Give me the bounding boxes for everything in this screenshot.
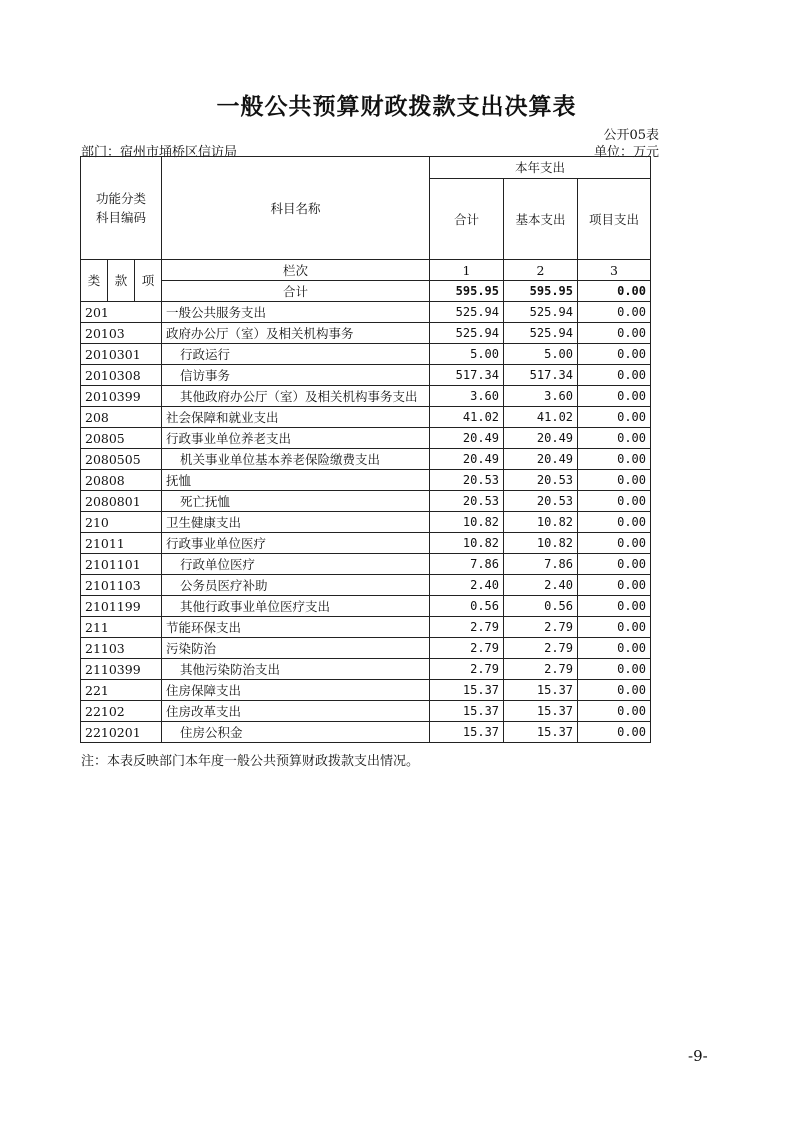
row-name: 机关事业单位基本养老保险缴费支出 [162,449,430,470]
sum-label: 合计 [162,281,430,302]
row-basic: 0.56 [504,596,578,617]
row-code: 201 [81,302,162,323]
row-name: 死亡抚恤 [162,491,430,512]
table-row [81,554,651,575]
header-xiang: 项 [135,260,162,302]
row-total: 20.53 [430,491,504,512]
row-project: 0.00 [578,386,651,407]
row-basic: 15.37 [504,722,578,743]
row-name: 政府办公厅（室）及相关机构事务 [162,323,430,344]
row-basic: 5.00 [504,344,578,365]
row-name: 住房改革支出 [162,701,430,722]
row-project: 0.00 [578,575,651,596]
table-row [81,449,651,470]
header-subject-name: 科目名称 [162,157,430,260]
row-name: 其他行政事业单位医疗支出 [162,596,430,617]
row-name: 其他政府办公厅（室）及相关机构事务支出 [162,386,430,407]
row-basic: 20.49 [504,428,578,449]
header-total: 合计 [430,179,504,260]
row-name: 住房公积金 [162,722,430,743]
expenditure-table [80,156,651,743]
table-row [81,659,651,680]
row-name: 卫生健康支出 [162,512,430,533]
row-total: 15.37 [430,722,504,743]
row-name: 其他污染防治支出 [162,659,430,680]
row-code: 2010399 [81,386,162,407]
table-row [81,491,651,512]
row-name: 住房保障支出 [162,680,430,701]
row-code: 21011 [81,533,162,554]
row-total: 525.94 [430,302,504,323]
row-code: 2080801 [81,491,162,512]
row-project: 0.00 [578,533,651,554]
department-label: 部门：宿州市埇桥区信访局 [81,145,238,160]
table-row [81,533,651,554]
row-code: 221 [81,680,162,701]
row-total: 0.56 [430,596,504,617]
row-name: 一般公共服务支出 [162,302,430,323]
sum-project: 0.00 [578,281,651,302]
header-kuan: 款 [108,260,135,302]
row-name: 节能环保支出 [162,617,430,638]
row-total: 20.49 [430,428,504,449]
header-project: 项目支出 [578,179,651,260]
row-total: 41.02 [430,407,504,428]
table-row [81,302,651,323]
row-basic: 525.94 [504,323,578,344]
row-total: 2.40 [430,575,504,596]
row-total: 15.37 [430,701,504,722]
row-project: 0.00 [578,617,651,638]
row-code: 2101103 [81,575,162,596]
row-name: 抚恤 [162,470,430,491]
row-basic: 20.53 [504,470,578,491]
row-project: 0.00 [578,449,651,470]
row-code: 20808 [81,470,162,491]
row-basic: 2.79 [504,638,578,659]
table-row [81,638,651,659]
row-project: 0.00 [578,491,651,512]
row-total: 5.00 [430,344,504,365]
table-row [81,386,651,407]
table-row [81,617,651,638]
row-project: 0.00 [578,407,651,428]
row-basic: 7.86 [504,554,578,575]
row-project: 0.00 [578,659,651,680]
row-total: 2.79 [430,659,504,680]
page-number: -9- [688,1047,708,1065]
row-total: 10.82 [430,512,504,533]
sum-basic: 595.95 [504,281,578,302]
table-row [81,680,651,701]
header-col1: 1 [430,260,504,281]
row-project: 0.00 [578,428,651,449]
table-row [81,428,651,449]
row-project: 0.00 [578,722,651,743]
row-name: 行政事业单位医疗 [162,533,430,554]
header-basic: 基本支出 [504,179,578,260]
table-row [81,323,651,344]
table-row [81,722,651,743]
row-code: 211 [81,617,162,638]
row-code: 22102 [81,701,162,722]
row-code: 2110399 [81,659,162,680]
row-project: 0.00 [578,470,651,491]
row-basic: 10.82 [504,533,578,554]
row-total: 20.49 [430,449,504,470]
row-code: 2101199 [81,596,162,617]
row-basic: 525.94 [504,302,578,323]
header-lanci: 栏次 [162,260,430,281]
row-basic: 15.37 [504,701,578,722]
row-basic: 41.02 [504,407,578,428]
row-total: 20.53 [430,470,504,491]
table-note: 注：本表反映部门本年度一般公共预算财政拨款支出情况。 [81,754,420,769]
table-row [81,575,651,596]
row-total: 10.82 [430,533,504,554]
header-col3: 3 [578,260,651,281]
table-row [81,512,651,533]
row-project: 0.00 [578,344,651,365]
row-project: 0.00 [578,512,651,533]
sum-total: 595.95 [430,281,504,302]
row-name: 行政事业单位养老支出 [162,428,430,449]
row-name: 社会保障和就业支出 [162,407,430,428]
row-code: 2101101 [81,554,162,575]
page-title: 一般公共预算财政拨款支出决算表 [216,94,577,120]
table-row [81,701,651,722]
row-name: 行政运行 [162,344,430,365]
table-row [81,407,651,428]
row-project: 0.00 [578,323,651,344]
row-basic: 2.40 [504,575,578,596]
row-project: 0.00 [578,302,651,323]
row-project: 0.00 [578,638,651,659]
header-lei: 类 [81,260,108,302]
header-current-year: 本年支出 [430,157,651,179]
table-row [81,596,651,617]
form-number: 公开05表 [603,128,659,143]
row-basic: 20.49 [504,449,578,470]
row-total: 2.79 [430,617,504,638]
row-basic: 3.60 [504,386,578,407]
row-code: 20805 [81,428,162,449]
row-name: 污染防治 [162,638,430,659]
row-total: 15.37 [430,680,504,701]
row-total: 517.34 [430,365,504,386]
table-row [81,344,651,365]
row-project: 0.00 [578,554,651,575]
row-total: 7.86 [430,554,504,575]
row-total: 3.60 [430,386,504,407]
row-name: 行政单位医疗 [162,554,430,575]
table-row [81,365,651,386]
row-code: 2210201 [81,722,162,743]
row-code: 210 [81,512,162,533]
row-basic: 2.79 [504,617,578,638]
row-project: 0.00 [578,701,651,722]
row-name: 公务员医疗补助 [162,575,430,596]
row-project: 0.00 [578,596,651,617]
header-func-code: 功能分类科目编码 [81,157,162,260]
row-basic: 2.79 [504,659,578,680]
row-code: 2080505 [81,449,162,470]
row-basic: 517.34 [504,365,578,386]
row-total: 525.94 [430,323,504,344]
row-project: 0.00 [578,680,651,701]
row-basic: 10.82 [504,512,578,533]
row-basic: 20.53 [504,491,578,512]
row-code: 21103 [81,638,162,659]
row-total: 2.79 [430,638,504,659]
row-basic: 15.37 [504,680,578,701]
row-code: 2010308 [81,365,162,386]
row-code: 20103 [81,323,162,344]
row-name: 信访事务 [162,365,430,386]
row-project: 0.00 [578,365,651,386]
unit-label: 单位：万元 [593,145,659,160]
table-row [81,470,651,491]
row-code: 2010301 [81,344,162,365]
header-col2: 2 [504,260,578,281]
row-code: 208 [81,407,162,428]
